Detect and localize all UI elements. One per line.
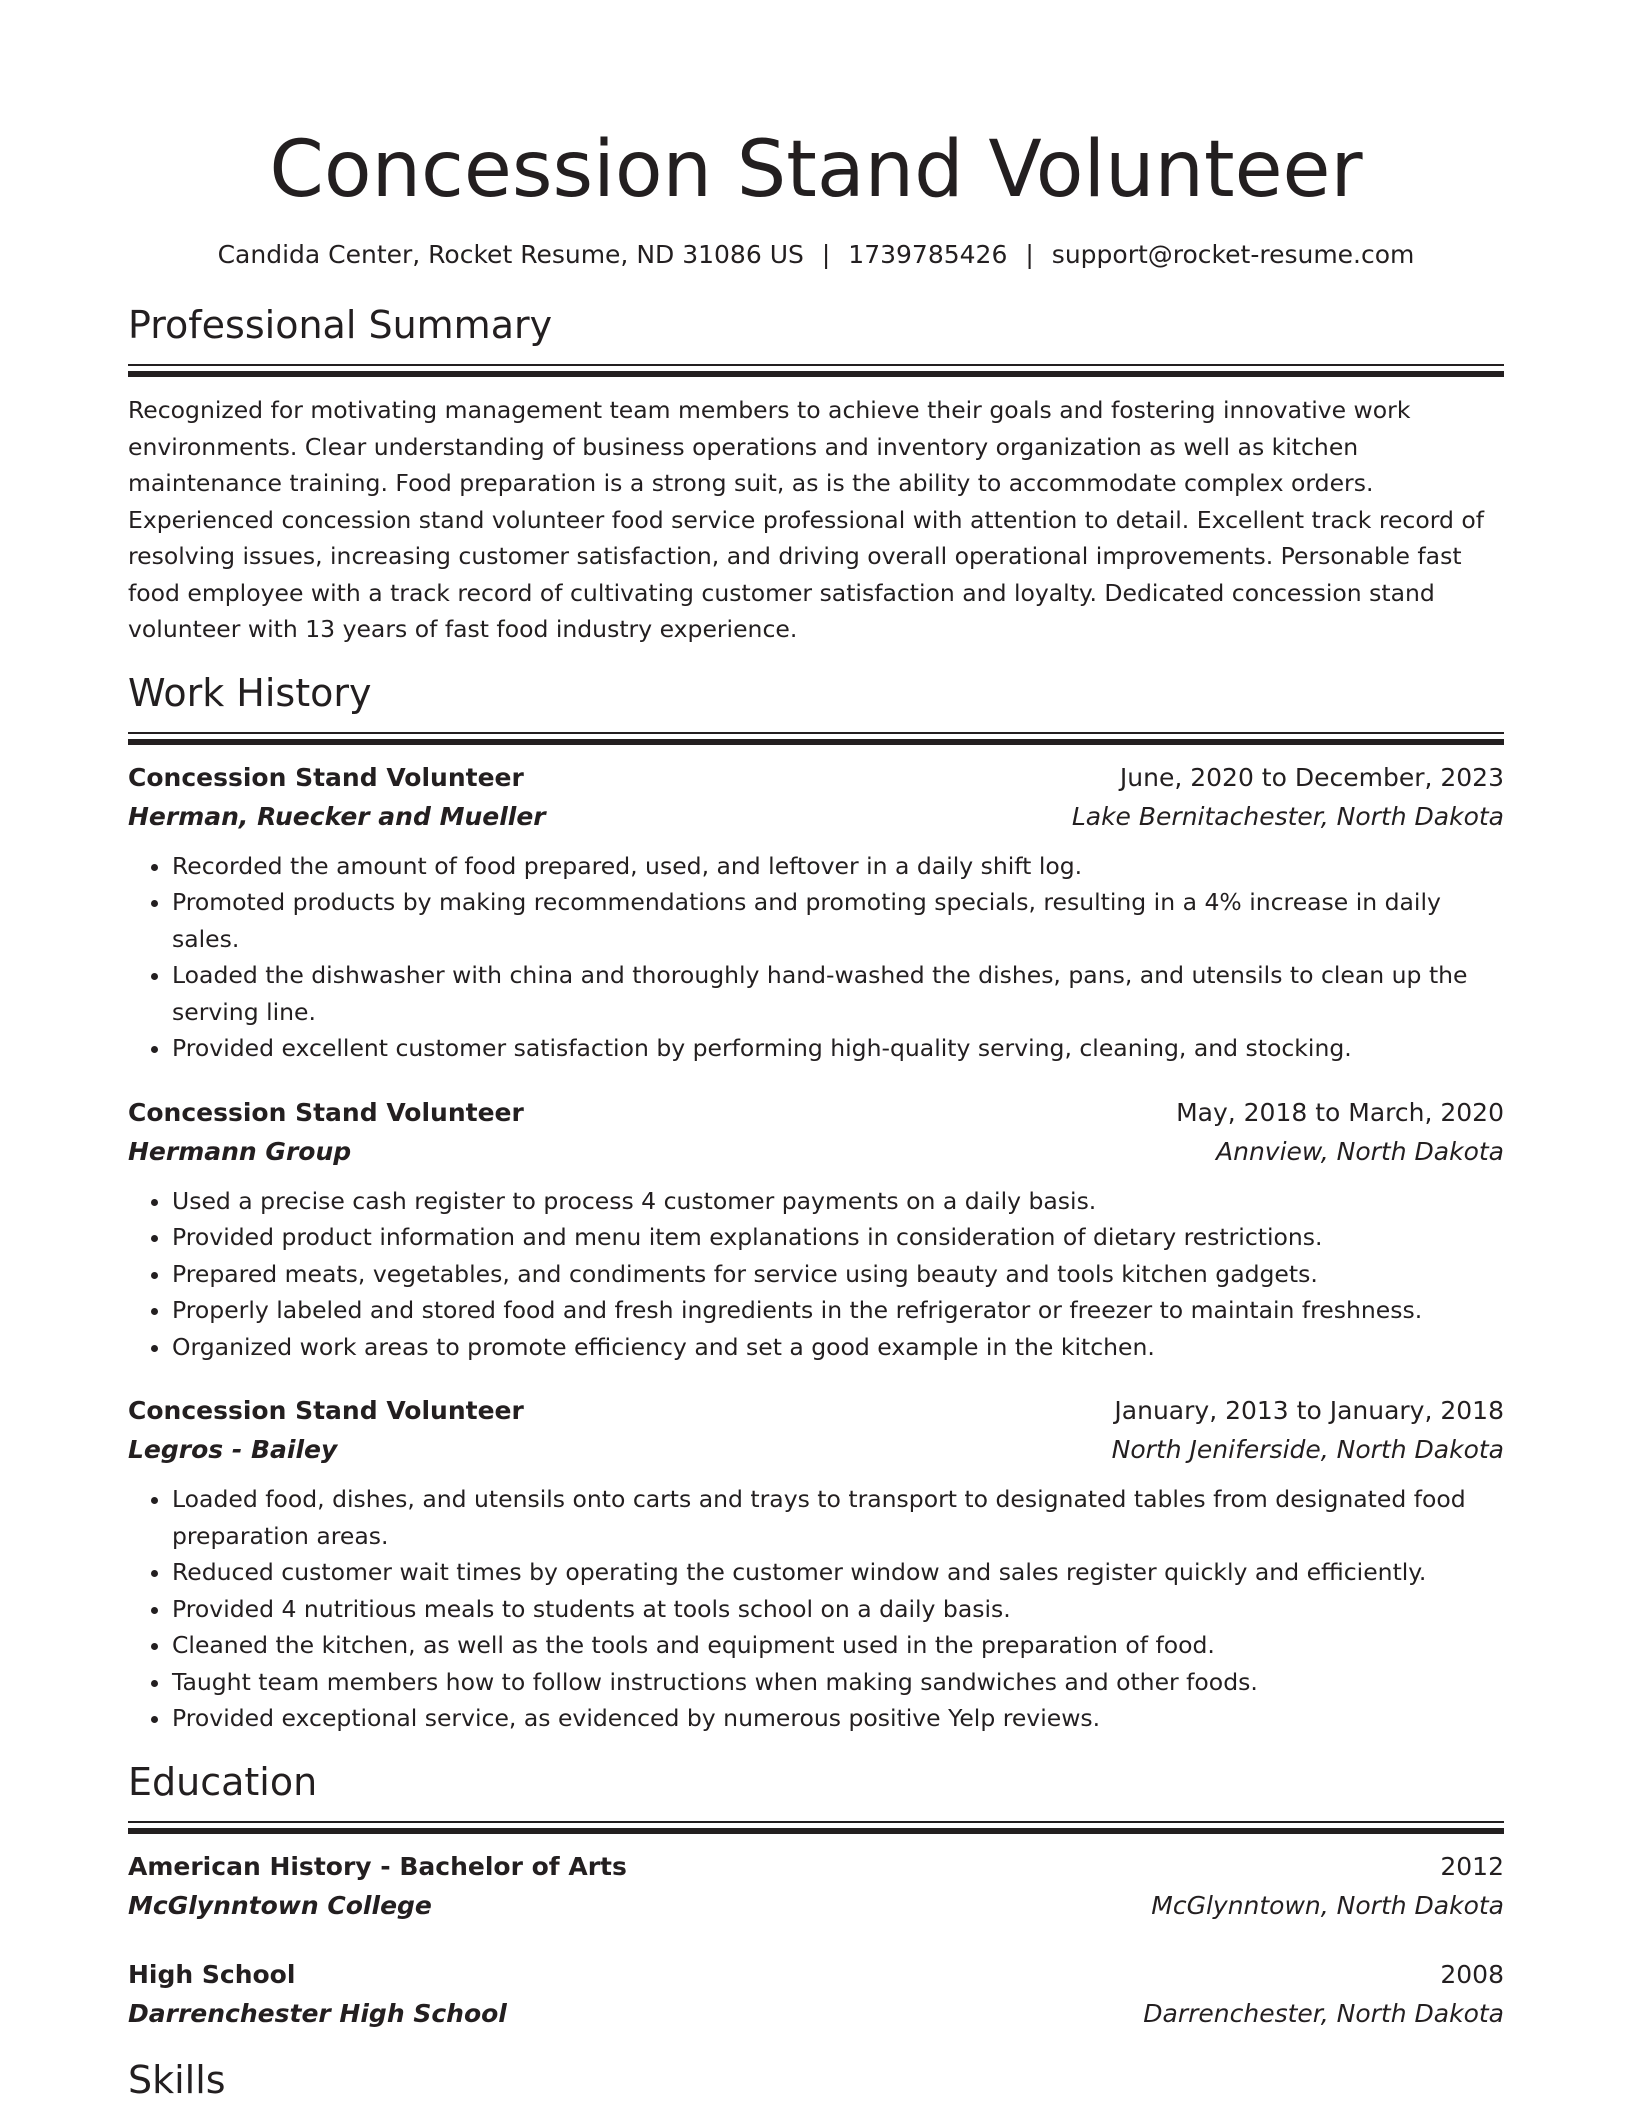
contact-address: Candida Center, Rocket Resume, ND 31086 US <box>217 240 804 269</box>
company-name: Herman, Ruecker and Mueller <box>128 801 546 831</box>
contact-separator: | <box>821 240 831 269</box>
bullet-item: • Reduced customer wait times by operating the customer window and sales register quickly and efficiently. <box>172 1554 1504 1591</box>
section-divider <box>128 364 1504 378</box>
contact-line <box>128 238 1504 272</box>
section-heading-skills: Skills <box>128 2057 226 2102</box>
bullet-item: • Taught team members how to follow instructions when making sandwiches and other foods. <box>172 1664 1504 1701</box>
bullet-item: • Promoted products by making recommendations and promoting specials, resulting in a 4% increase in daily sales. <box>172 884 1504 957</box>
resume-page <box>128 0 1504 2105</box>
job-bullets <box>128 1481 1504 1737</box>
job-title: Concession Stand Volunteer <box>128 762 524 792</box>
resume-title: Concession Stand Volunteer <box>269 125 1363 215</box>
company-name: Hermann Group <box>128 1136 352 1166</box>
contact-phone: 1739785426 <box>848 240 1008 269</box>
job-location: Annview, North Dakota <box>1216 1136 1504 1166</box>
job-title: Concession Stand Volunteer <box>128 1097 524 1127</box>
bullet-item: • Provided exceptional service, as evidenced by numerous positive Yelp reviews. <box>172 1700 1504 1737</box>
section-heading-work: Work History <box>128 670 372 715</box>
bullet-item: • Organized work areas to promote efficiency and set a good example in the kitchen. <box>172 1329 1504 1366</box>
section-heading-summary: Professional Summary <box>128 303 553 347</box>
education-entry <box>128 1847 1504 1925</box>
school-location: Darrenchester, North Dakota <box>1143 1998 1504 2028</box>
company-name: Legros - Bailey <box>128 1435 338 1464</box>
bullet-item: • Provided 4 nutritious meals to students at tools school on a daily basis. <box>172 1591 1504 1628</box>
degree-name: High School <box>128 1959 296 1989</box>
work-history-section <box>128 668 1504 1737</box>
job-location: North Jeniferside, North Dakota <box>1111 1435 1504 1464</box>
contact-email: support@rocket-resume.com <box>1051 240 1415 269</box>
bullet-item: • Used a precise cash register to process 4 customer payments on a daily basis. <box>172 1183 1504 1220</box>
school-name: Darrenchester High School <box>128 1998 507 2028</box>
section-heading-education: Education <box>128 1759 318 1804</box>
section-divider <box>128 1821 1504 1835</box>
bullet-item: • Provided excellent customer satisfaction by performing high-quality serving, cleaning, and stocking. <box>172 1030 1504 1067</box>
education-year: 2012 <box>1440 1851 1504 1881</box>
job-dates: May, 2018 to March, 2020 <box>1176 1097 1504 1127</box>
job-entry <box>128 1093 1504 1366</box>
job-title: Concession Stand Volunteer <box>128 1396 524 1425</box>
job-bullets <box>128 848 1504 1067</box>
education-entry <box>128 1955 1504 2033</box>
summary-text: Recognized for motivating management team members to achieve their goals and fostering innovative work environments. Clear understanding of business operations and inventory organization as well as kitchen maintenance training. Food preparation is a strong suit, as is the ability to accommodate complex orders. Experienced concession stand volunteer food service professional with attention to detail. Excellent track record of resolving issues, increasing customer satisfaction, and driving overall operational improvements. Personable fast food employee with a track record of cultivating customer satisfaction and loyalty. Dedicated concession stand volunteer with 13 years of fast food industry experience. <box>128 396 1485 643</box>
job-entry <box>128 1391 1504 1737</box>
bullet-item: • Provided product information and menu item explanations in consideration of dietary restrictions. <box>172 1219 1504 1256</box>
bullet-item: • Properly labeled and stored food and fresh ingredients in the refrigerator or freezer to maintain freshness. <box>172 1292 1504 1329</box>
job-dates: June, 2020 to December, 2023 <box>1119 762 1504 792</box>
contact-separator: | <box>1025 240 1034 269</box>
school-name: McGlynntown College <box>128 1890 432 1920</box>
bullet-item: • Prepared meats, vegetables, and condiments for service using beauty and tools kitchen gadgets. <box>172 1256 1504 1293</box>
section-divider <box>128 732 1504 746</box>
bullet-item: • Recorded the amount of food prepared, used, and leftover in a daily shift log. <box>172 848 1504 885</box>
education-year: 2008 <box>1440 1959 1504 1989</box>
skills-section <box>128 2055 1504 2105</box>
job-entry <box>128 758 1504 1067</box>
summary-section <box>128 300 1504 648</box>
bullet-item: • Loaded the dishwasher with china and thoroughly hand-washed the dishes, pans, and utensils to clean up the serving line. <box>172 957 1504 1030</box>
education-section <box>128 1757 1504 2033</box>
bullet-item: • Loaded food, dishes, and utensils onto carts and trays to transport to designated tables from designated food preparation areas. <box>172 1481 1504 1554</box>
job-location: Lake Bernitachester, North Dakota <box>1071 801 1504 831</box>
school-location: McGlynntown, North Dakota <box>1151 1890 1504 1920</box>
bullet-item: • Cleaned the kitchen, as well as the tools and equipment used in the preparation of food. <box>172 1627 1504 1664</box>
degree-name: American History - Bachelor of Arts <box>128 1851 627 1881</box>
job-dates: January, 2013 to January, 2018 <box>1114 1396 1504 1425</box>
job-bullets <box>128 1183 1504 1366</box>
